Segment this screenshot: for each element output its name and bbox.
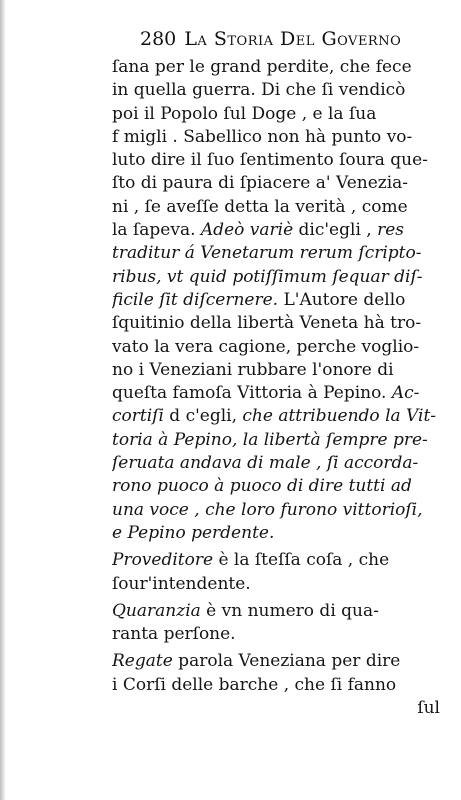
text-line — [112, 405, 440, 428]
text-line — [112, 674, 440, 697]
text-line — [112, 600, 440, 623]
page-number: 280 — [140, 28, 177, 50]
text-segment: luto dire il ſuo ſentimento ſoura que- — [112, 150, 428, 171]
running-title: La Storia Del Governo — [184, 28, 402, 50]
italic-text-segment: Proveditore — [112, 550, 214, 571]
text-segment: L'Autore dello — [278, 289, 406, 310]
running-header — [140, 28, 440, 52]
text-line — [112, 336, 440, 359]
text-segment: ranta perſone. — [112, 624, 236, 645]
italic-text-segment: Regate — [112, 651, 173, 672]
italic-text-segment: ribus, vt quid potiſſimum ſequar diſ- — [112, 266, 423, 287]
text-line — [112, 289, 440, 312]
text-line — [112, 149, 440, 172]
italic-text-segment: rono puoco à puoco di dire tutti ad — [112, 476, 412, 497]
text-segment: la ſapeva. — [112, 220, 201, 241]
text-line — [112, 650, 440, 673]
italic-text-segment: ficile ſit diſcernere. — [112, 289, 279, 310]
text-line — [112, 452, 440, 475]
text-segment: vato la vera cagione, perche voglio- — [112, 336, 420, 357]
text-line — [112, 196, 440, 219]
text-line — [112, 103, 440, 126]
text-line — [112, 126, 440, 149]
text-segment: ſour'intendente. — [112, 573, 251, 594]
text-line — [112, 172, 440, 195]
text-line — [112, 475, 440, 498]
text-segment: parola Veneziana per dire — [172, 651, 401, 672]
text-line — [112, 697, 440, 720]
text-segment: in quella guerra. Di che ſi vendicò — [112, 80, 406, 101]
italic-text-segment: che attribuendo la Vit- — [242, 406, 437, 427]
text-line — [112, 382, 440, 405]
italic-text-segment: cortiſi — [112, 406, 164, 427]
italic-text-segment: una voce , che loro furono vittorioſi, — [112, 499, 423, 520]
italic-text-segment: res — [377, 220, 405, 241]
text-segment: ſto di paura di ſpiacere a' Venezia- — [112, 173, 409, 194]
italic-text-segment: toria à Pepino, la libertà ſempre pre- — [112, 429, 428, 450]
text-segment: ſana per le grand perdite, che fece — [112, 57, 412, 77]
text-line — [112, 522, 440, 545]
text-segment: i Corſi delle barche , che ſi fanno — [112, 674, 397, 695]
text-segment: no i Veneziani rubbare l'onore di — [112, 359, 394, 380]
text-segment: ſquitinio della libertà Veneta hà tro- — [112, 313, 422, 334]
text-segment: poi il Popolo ſul Doge , e la ſua — [112, 103, 377, 124]
text-line — [112, 549, 440, 572]
text-segment: f migli . Sabellico non hà punto vo- — [112, 126, 413, 147]
text-segment: d c'egli, — [163, 406, 243, 427]
italic-text-segment: Ac- — [391, 383, 420, 404]
italic-text-segment: e Pepino perdente. — [112, 522, 275, 543]
text-segment: ſul — [417, 698, 440, 719]
italic-text-segment: Adeò variè — [200, 220, 294, 241]
text-segment: è vn numero di qua- — [200, 600, 379, 621]
text-line — [112, 266, 440, 289]
text-line — [112, 573, 440, 596]
text-segment: ni , ſe aveſſe detta la verità , come — [112, 196, 408, 217]
text-line — [112, 312, 440, 335]
text-line — [112, 623, 440, 646]
text-line — [112, 56, 440, 79]
text-line — [112, 359, 440, 382]
body-text — [112, 56, 440, 720]
italic-text-segment: ſeruata andava di male , ſi accorda- — [112, 453, 419, 474]
text-segment: queſta famoſa Vittoria à Pepino. — [112, 383, 392, 404]
text-line — [112, 79, 440, 102]
text-line — [112, 429, 440, 452]
italic-text-segment: traditur á Venetarum rerum ſcripto- — [112, 243, 422, 264]
text-segment: è la ſteſſa coſa , che — [213, 550, 390, 571]
text-line — [112, 219, 440, 242]
italic-text-segment: Quaranzia — [112, 600, 201, 621]
text-line — [112, 242, 440, 265]
text-line — [112, 499, 440, 522]
text-segment: dic'egli , — [293, 220, 378, 241]
